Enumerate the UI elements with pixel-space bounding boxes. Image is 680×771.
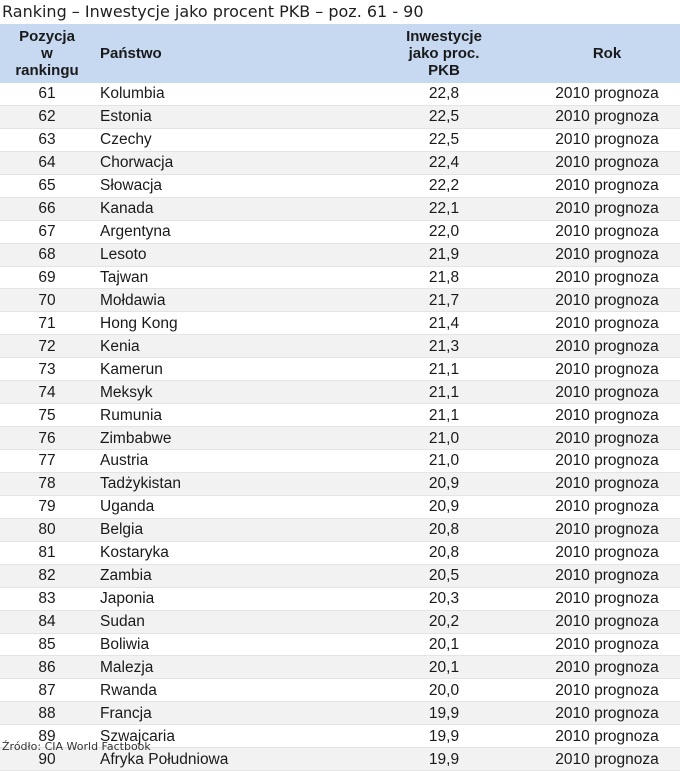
cell-year: 2010 prognoza [534,289,680,312]
cell-position: 83 [0,587,94,610]
table-row [0,633,680,656]
cell-position: 72 [0,335,94,358]
cell-country: Argentyna [94,220,354,243]
cell-year: 2010 prognoza [534,587,680,610]
page-title: Ranking – Inwestycje jako procent PKB – poz. 61 - 90 [2,2,424,21]
cell-position: 87 [0,679,94,702]
cell-year: 2010 prognoza [534,702,680,725]
cell-country: Malezja [94,656,354,679]
header-position-line: Pozycja [19,28,75,45]
column-header-country: Państwo [94,24,354,83]
cell-year: 2010 prognoza [534,610,680,633]
table-row [0,541,680,564]
cell-investment: 20,9 [354,495,534,518]
cell-year: 2010 prognoza [534,105,680,128]
table-row [0,656,680,679]
cell-year: 2010 prognoza [534,243,680,266]
table-row [0,495,680,518]
table-body [0,83,680,771]
cell-investment: 22,8 [354,83,534,105]
cell-country: Estonia [94,105,354,128]
cell-position: 68 [0,243,94,266]
cell-position: 74 [0,381,94,404]
cell-country: Kamerun [94,358,354,381]
cell-year: 2010 prognoza [534,404,680,427]
cell-investment: 21,8 [354,266,534,289]
cell-country: Kenia [94,335,354,358]
cell-year: 2010 prognoza [534,725,680,748]
cell-country: Zambia [94,564,354,587]
cell-year: 2010 prognoza [534,541,680,564]
cell-investment: 19,9 [354,725,534,748]
cell-country: Kolumbia [94,83,354,105]
cell-investment: 21,9 [354,243,534,266]
cell-country: Lesoto [94,243,354,266]
column-header-year: Rok [534,24,680,83]
table-header-row [0,24,680,83]
table-row [0,564,680,587]
cell-investment: 20,1 [354,656,534,679]
cell-position: 88 [0,702,94,725]
cell-country: Tadżykistan [94,472,354,495]
table-row [0,472,680,495]
table-row [0,427,680,450]
cell-investment: 21,1 [354,404,534,427]
cell-investment: 22,0 [354,220,534,243]
cell-country: Francja [94,702,354,725]
cell-year: 2010 prognoza [534,472,680,495]
cell-investment: 22,1 [354,197,534,220]
cell-country: Austria [94,450,354,473]
cell-investment: 22,5 [354,128,534,151]
cell-country: Zimbabwe [94,427,354,450]
table-row [0,312,680,335]
cell-position: 79 [0,495,94,518]
table-row [0,358,680,381]
column-header-position [0,24,94,83]
cell-position: 89 [0,725,94,748]
cell-year: 2010 prognoza [534,633,680,656]
cell-country: Czechy [94,128,354,151]
cell-investment: 19,9 [354,748,534,771]
cell-year: 2010 prognoza [534,679,680,702]
cell-position: 70 [0,289,94,312]
cell-position: 63 [0,128,94,151]
cell-country: Boliwia [94,633,354,656]
table-row [0,220,680,243]
cell-country: Rwanda [94,679,354,702]
cell-year: 2010 prognoza [534,656,680,679]
cell-year: 2010 prognoza [534,381,680,404]
cell-investment: 20,1 [354,633,534,656]
cell-country: Szwajcaria [94,725,354,748]
table-row [0,151,680,174]
cell-country: Mołdawia [94,289,354,312]
cell-country: Hong Kong [94,312,354,335]
cell-investment: 19,9 [354,702,534,725]
cell-position: 71 [0,312,94,335]
table-row [0,83,680,105]
table-row [0,266,680,289]
cell-country: Uganda [94,495,354,518]
table-row [0,450,680,473]
table-row [0,128,680,151]
cell-year: 2010 prognoza [534,312,680,335]
cell-year: 2010 prognoza [534,450,680,473]
cell-year: 2010 prognoza [534,220,680,243]
cell-investment: 21,7 [354,289,534,312]
cell-position: 73 [0,358,94,381]
cell-country: Rumunia [94,404,354,427]
cell-investment: 20,8 [354,518,534,541]
table-row [0,174,680,197]
table-row [0,587,680,610]
table-row [0,404,680,427]
table-row [0,197,680,220]
header-position-line: w [41,45,53,62]
table-row [0,289,680,312]
cell-position: 78 [0,472,94,495]
cell-position: 62 [0,105,94,128]
cell-investment: 22,4 [354,151,534,174]
cell-position: 84 [0,610,94,633]
cell-investment: 20,5 [354,564,534,587]
ranking-table [0,24,680,771]
header-investment-line: Inwestycje [406,28,482,45]
cell-year: 2010 prognoza [534,564,680,587]
cell-year: 2010 prognoza [534,427,680,450]
table-row [0,243,680,266]
cell-country: Belgia [94,518,354,541]
cell-country: Słowacja [94,174,354,197]
cell-investment: 21,0 [354,427,534,450]
cell-country: Kostaryka [94,541,354,564]
cell-position: 65 [0,174,94,197]
cell-position: 69 [0,266,94,289]
cell-country: Afryka Południowa [94,748,354,771]
header-position-line: rankingu [15,62,79,79]
cell-position: 76 [0,427,94,450]
header-investment-line: PKB [428,62,460,79]
cell-position: 77 [0,450,94,473]
cell-country: Chorwacja [94,151,354,174]
cell-country: Meksyk [94,381,354,404]
cell-position: 82 [0,564,94,587]
cell-year: 2010 prognoza [534,266,680,289]
cell-country: Sudan [94,610,354,633]
table-row [0,702,680,725]
source-note: Źródło: CIA World Factbook [2,740,151,753]
cell-investment: 21,1 [354,381,534,404]
cell-investment: 20,9 [354,472,534,495]
table-row [0,381,680,404]
cell-investment: 22,2 [354,174,534,197]
cell-country: Japonia [94,587,354,610]
cell-year: 2010 prognoza [534,174,680,197]
table-row [0,335,680,358]
table-row [0,105,680,128]
table-row [0,679,680,702]
cell-investment: 20,8 [354,541,534,564]
table-row [0,610,680,633]
cell-country: Kanada [94,197,354,220]
cell-position: 75 [0,404,94,427]
cell-investment: 20,3 [354,587,534,610]
cell-year: 2010 prognoza [534,197,680,220]
cell-position: 86 [0,656,94,679]
cell-position: 80 [0,518,94,541]
cell-investment: 20,2 [354,610,534,633]
cell-investment: 21,4 [354,312,534,335]
cell-position: 90 [0,748,94,771]
cell-year: 2010 prognoza [534,128,680,151]
cell-year: 2010 prognoza [534,495,680,518]
table-row [0,518,680,541]
cell-country: Tajwan [94,266,354,289]
cell-position: 81 [0,541,94,564]
cell-position: 85 [0,633,94,656]
cell-investment: 20,0 [354,679,534,702]
cell-position: 61 [0,83,94,105]
cell-year: 2010 prognoza [534,358,680,381]
cell-year: 2010 prognoza [534,518,680,541]
column-header-investment [354,24,534,83]
cell-investment: 21,1 [354,358,534,381]
cell-investment: 21,3 [354,335,534,358]
cell-investment: 22,5 [354,105,534,128]
cell-year: 2010 prognoza [534,335,680,358]
cell-year: 2010 prognoza [534,748,680,771]
cell-position: 66 [0,197,94,220]
cell-position: 67 [0,220,94,243]
cell-year: 2010 prognoza [534,83,680,105]
cell-year: 2010 prognoza [534,151,680,174]
cell-investment: 21,0 [354,450,534,473]
header-investment-line: jako proc. [408,45,480,62]
cell-position: 64 [0,151,94,174]
